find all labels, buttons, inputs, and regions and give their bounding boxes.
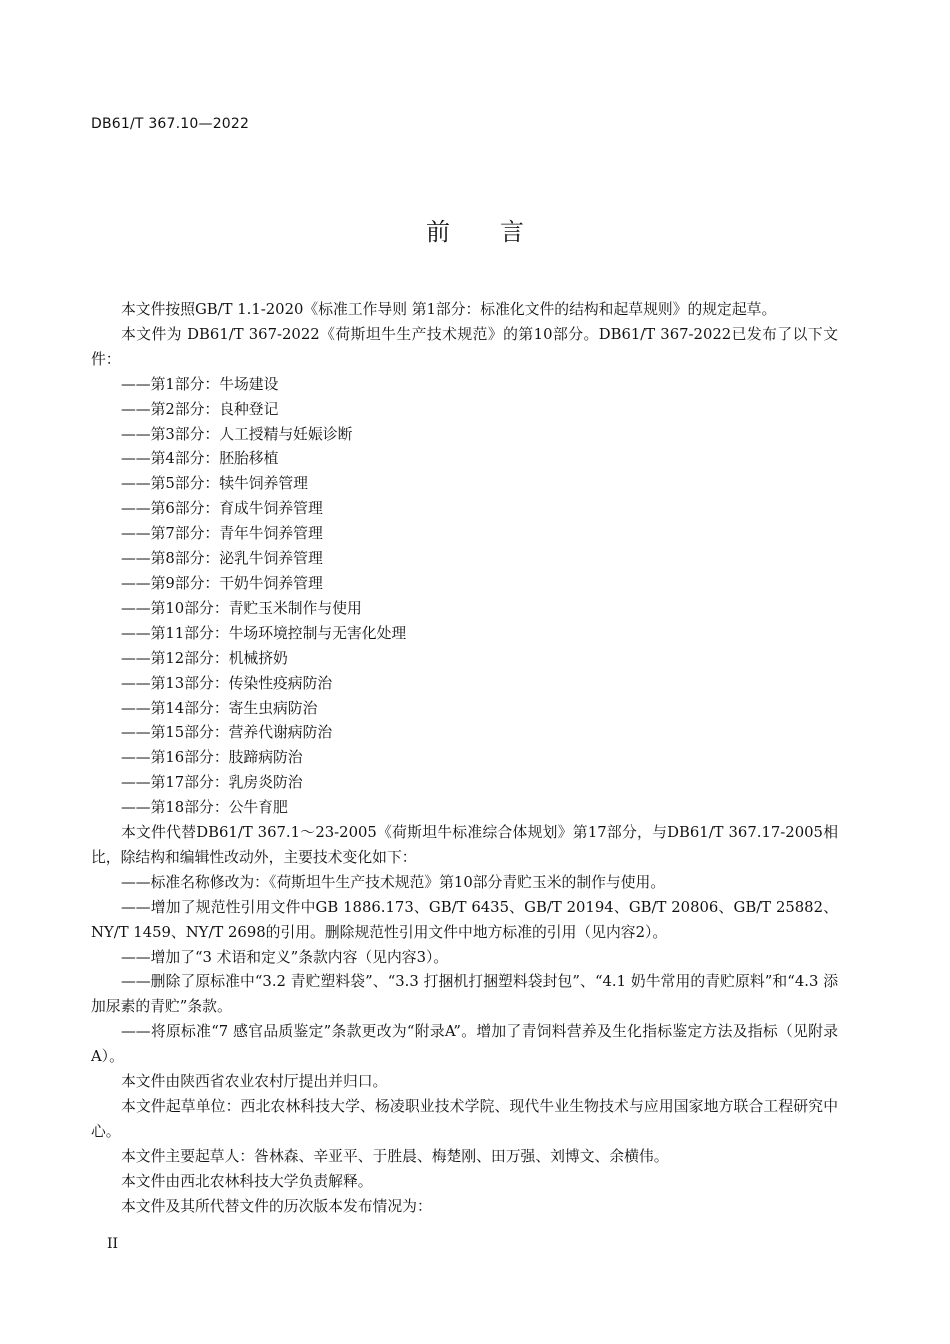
page-number: II [107,1236,119,1252]
parts-list [91,373,838,821]
replacement-paragraph: 本文件代替DB61/T 367.1～23-2005《荷斯坦牛标准综合体规划》第17部分，与DB61/T 367.17-2005相比，除结构和编辑性改动外，主要技术变化如下： [91,824,838,866]
page-title: 前言 [426,218,574,246]
change-item: ——将原标准“7 感官品质鉴定”条款更改为“附录A”。增加了青饲料营养及生化指标鉴定方法及指标（见附录A）。 [91,1023,838,1066]
list-item: ——第11部分：牛场环境控制与无害化处理 [121,624,407,642]
changes-list [91,871,838,1070]
list-item: ——第15部分：营养代谢病防治 [121,724,333,742]
change-item: ——删除了原标准中“3.2 青贮塑料袋”、“3.3 打捆机打捆塑料袋封包”、“4.1 奶牛常用的青贮原料”和“4.3 添加尿素的青贮”条款。 [91,973,838,1016]
drafting-units-paragraph: 本文件起草单位：西北农林科技大学、杨凌职业技术学院、现代牛业生物技术与应用国家地方联合工程研究中心。 [91,1098,838,1140]
history-paragraph: 本文件及其所代替文件的历次版本发布情况为： [121,1197,432,1215]
interpretation-paragraph: 本文件由西北农林科技大学负责解释。 [121,1172,373,1190]
list-item: ——第12部分：机械挤奶 [121,649,288,667]
list-item: ——第14部分：寄生虫病防治 [121,699,318,717]
foreword-body [91,298,838,1220]
list-item: ——第6部分：育成牛饲养管理 [121,500,323,518]
drafters-paragraph: 本文件主要起草人：昝林森、辛亚平、于胜晨、梅楚刚、田万强、刘博文、余横伟。 [121,1147,669,1165]
list-item: ——第5部分：犊牛饲养管理 [121,475,308,493]
proposer-paragraph: 本文件由陕西省农业农村厅提出并归口。 [121,1073,388,1091]
list-item: ——第7部分：青年牛饲养管理 [121,525,323,543]
list-item: ——第13部分：传染性疫病防治 [121,674,333,692]
list-item: ——第9部分：干奶牛饲养管理 [121,574,323,592]
list-item: ——第10部分：青贮玉米制作与使用 [121,599,362,617]
list-item: ——第2部分：良种登记 [121,400,279,418]
list-item: ——第1部分：牛场建设 [121,375,279,393]
document-number: DB61/T 367.10—2022 [91,116,250,132]
intro-paragraph-2: 本文件为 DB61/T 367-2022《荷斯坦牛生产技术规范》的第10部分。DB61/T 367-2022已发布了以下文件： [91,325,838,368]
list-item: ——第8部分：泌乳牛饲养管理 [121,550,323,568]
list-item: ——第18部分：公牛育肥 [121,799,288,817]
change-item: ——标准名称修改为：《荷斯坦牛生产技术规范》第10部分青贮玉米的制作与使用。 [121,873,666,891]
list-item: ——第17部分：乳房炎防治 [121,774,303,792]
change-item: ——增加了“3 术语和定义”条款内容（见内容3）。 [121,948,449,966]
list-item: ——第4部分：胚胎移植 [121,450,279,468]
list-item: ——第3部分：人工授精与妊娠诊断 [121,425,353,443]
list-item: ——第16部分：肢蹄病防治 [121,749,303,767]
intro-paragraph-1: 本文件按照GB/T 1.1-2020《标准工作导则 第1部分：标准化文件的结构和起草规则》的规定起草。 [121,301,777,318]
change-item: ——增加了规范性引用文件中GB 1886.173、GB/T 6435、GB/T 20194、GB/T 20806、GB/T 25882、NY/T 1459、NY/T 2698的引用。删除规范性引用文件中地方标准的引用（见内容2）。 [91,898,838,941]
